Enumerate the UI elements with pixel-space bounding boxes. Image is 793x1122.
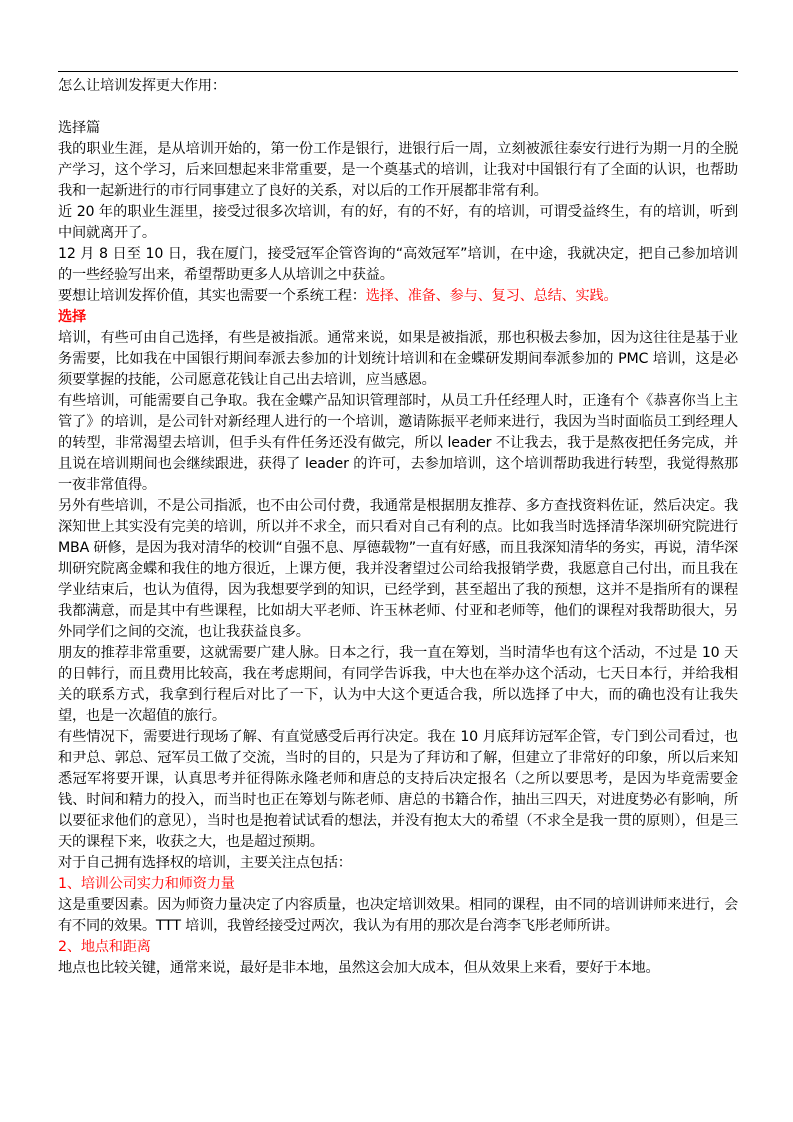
point-body: 这是重要因素。因为师资力量决定了内容质量，也决定培训效果。相同的课程，由不同的培训讲师来进行，会有不同的效果。TTT 培训，我曾经接受过两次，我认为有用的那次是台湾李飞彤老师所讲。	[58, 897, 738, 934]
point-heading: 1、培训公司实力和师资力量	[58, 876, 235, 892]
choice-paragraph: 有些情况下，需要进行现场了解、有直觉感受后再行决定。我在 10 月底拜访冠军企管，专门到公司看过，也和尹总、郭总、冠军员工做了交流，当时的目的，只是为了拜访和了解，但建立了非常好的印象，所以后来知悉冠军将要开课，认真思考并征得陈永隆老师和唐总的支持后决定报名（之所以要思考，是因为毕竟需要金钱、时间和精力的投入，而当时也正在筹划与陈老师、唐总的书籍合作，抽出三四天，对进度势必有影响，所以要征求他们的意见），当时也是抱着试试看的想法，并没有抱太大的希望（不求全是我一贯的原则），但是三天的课程下来，收获之大，也是超过预期。	[58, 729, 738, 850]
document-page	[58, 71, 738, 979]
system-line-steps: 选择、准备、参与、复习、总结、实践。	[365, 288, 618, 304]
choice-paragraph: 培训，有些可由自己选择，有些是被指派。通常来说，如果是被指派，那也积极去参加，因为这往往是基于业务需要，比如我在中国银行期间奉派去参加的计划统计培训和在金蝶研发期间奉派参加的 PMC 培训，这是必须要掌握的技能，公司愿意花钱让自己出去培训，应当感恩。	[58, 330, 738, 388]
intro-paragraph: 12 月 8 日至 10 日，我在厦门，接受冠军企管咨询的“高效冠军”培训，在中途，我就决定，把自己参加培训的一些经验写出来，希望帮助更多人从培训之中获益。	[58, 246, 738, 283]
header-rule	[58, 71, 738, 72]
blank-line	[58, 97, 738, 118]
choice-paragraph: 另外有些培训，不是公司指派，也不由公司付费，我通常是根据朋友推荐、多方查找资料佐证，然后决定。我深知世上其实没有完美的培训，所以并不求全，而只看对自己有利的点。比如我当时选择清华深圳研究院进行 MBA 研修，是因为我对清华的校训“自强不息、厚德载物”一直有好感，而且我深知清华的务实，再说，清华深圳研究院离金蝶和我住的地方很近，上课方便，我并没奢望过公司给我报销学费，我愿意自己付出，而且我在学业结束后，也认为值得，因为我想要学到的知识，已经学到，甚至超出了我的预想，这并不是指所有的课程我都满意，而是其中有些课程，比如胡大平老师、许玉林老师、付亚和老师等，他们的课程对我帮助很大，另外同学们之间的交流，也让我获益良多。	[58, 498, 738, 640]
system-line	[58, 286, 738, 307]
choice-paragraph: 朋友的推荐非常重要，这就需要广建人脉。日本之行，我一直在筹划，当时清华也有这个活动，不过是 10 天的日韩行，而且费用比较高，我在考虑期间，有同学告诉我，中大也在举办这个活动，七天日本行，并给我相关的联系方式，我拿到行程后对比了一下，认为中大这个更适合我，所以选择了中大，而的确也没有让我失望，也是一次超值的旅行。	[58, 645, 738, 724]
header-title: 怎么让培训发挥更大作用：	[58, 78, 226, 94]
choice-heading: 选择	[58, 309, 86, 325]
intro-paragraph: 近 20 年的职业生涯里，接受过很多次培训，有的好，有的不好，有的培训，可谓受益终生，有的培训，听到中间就离开了。	[58, 204, 738, 241]
intro-paragraph: 我的职业生涯，是从培训开始的，第一份工作是银行，进银行后一周，立刻被派往泰安行进行为期一月的全脱产学习，这个学习，后来回想起来非常重要，是一个奠基式的培训，让我对中国银行有了全面的认识，也帮助我和一起新进行的市行同事建立了良好的关系，对以后的工作开展都非常有利。	[58, 141, 738, 199]
system-line-prefix: 要想让培训发挥价值，其实也需要一个系统工程：	[58, 288, 366, 304]
point-body: 地点也比较关键，通常来说，最好是非本地，虽然这会加大成本，但从效果上来看，要好于本地。	[58, 960, 660, 976]
choice-paragraph: 对于自己拥有选择权的培训，主要关注点包括：	[58, 855, 352, 871]
section-title: 选择篇	[58, 120, 100, 136]
point-heading: 2、地点和距离	[58, 939, 151, 955]
choice-paragraph: 有些培训，可能需要自己争取。我在金蝶产品知识管理部时，从员工升任经理人时，正逢有个《恭喜你当上主管了》的培训，是公司针对新经理人进行的一个培训，邀请陈振平老师来进行，我因为当时面临员工到经理人的转型，非常渴望去培训，但手头有件任务还没有做完，所以 leader 不让我去，我于是熬夜把任务完成，并且说在培训期间也会继续跟进，获得了 leader 的许可，去参加培训，这个培训帮助我进行转型，我觉得熬那一夜非常值得。	[58, 393, 738, 493]
